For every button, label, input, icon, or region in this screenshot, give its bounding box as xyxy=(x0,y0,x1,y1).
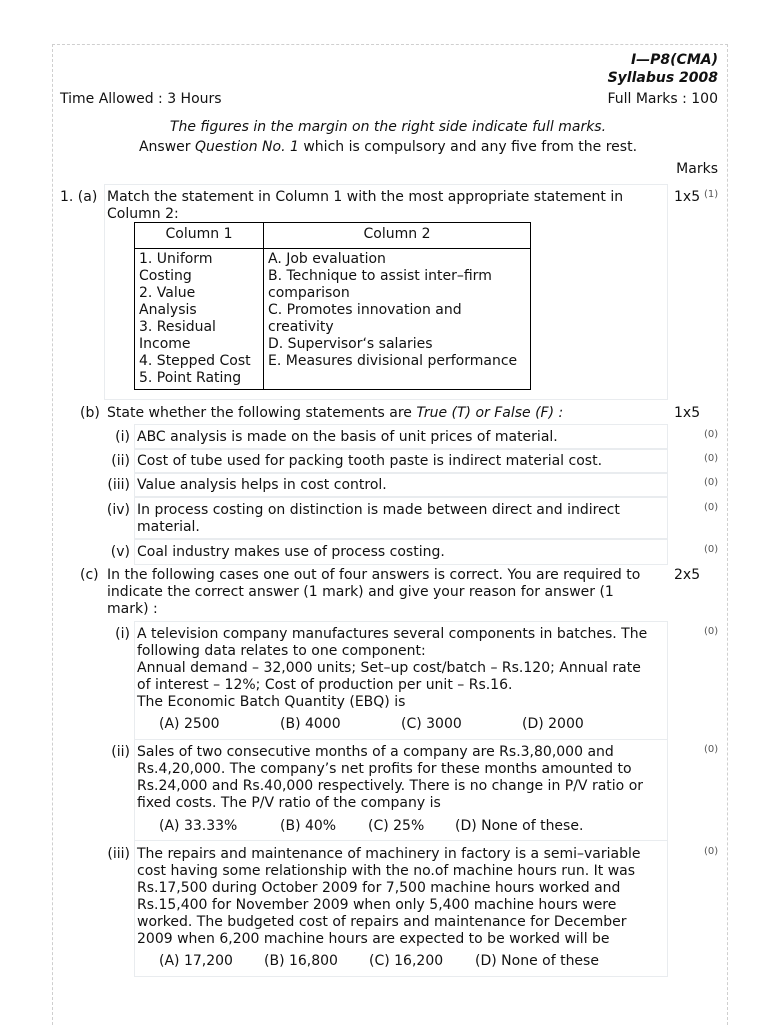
q1c-item-line: Rs.24,000 and Rs.40,000 respectively. There is no change in P/V ratio or xyxy=(137,778,644,794)
q1c-item-line: The repairs and maintenance of machinery in factory is a semi–variable xyxy=(137,846,641,862)
column1-line: Costing xyxy=(139,268,192,284)
q1c-item-tag: (0) xyxy=(704,846,719,857)
q1b-item-tag: (0) xyxy=(704,429,719,440)
column2-line: E. Measures divisional performance xyxy=(268,353,518,369)
column1-line: 1. Uniform xyxy=(139,251,213,267)
match-table-body-row xyxy=(135,249,531,390)
q1c-item-tag: (0) xyxy=(704,626,719,637)
q1c-item-line: A television company manufactures several components in batches. The xyxy=(137,626,648,642)
q1b-item-text: Coal industry makes use of process costing. xyxy=(137,544,445,560)
q1c-text-line: In the following cases one out of four answers is correct. You are required to xyxy=(107,567,641,583)
column2-line: A. Job evaluation xyxy=(268,251,386,267)
q1c-item-number: (i) xyxy=(115,626,130,642)
full-marks: Full Marks : 100 xyxy=(607,91,718,107)
column2-line: B. Technique to assist inter–firm xyxy=(268,268,492,284)
column1-line: 5. Point Rating xyxy=(139,370,242,386)
q1b-item-text: Cost of tube used for packing tooth paste is indirect material cost. xyxy=(137,453,603,469)
column1-line: 4. Stepped Cost xyxy=(139,353,251,369)
q1b-text-pre: State whether the following statements are xyxy=(107,405,417,421)
q1a-marks: 1x5 xyxy=(674,189,701,205)
q1b-item-text: ABC analysis is made on the basis of unit prices of material. xyxy=(137,429,558,445)
match-table-header-row xyxy=(135,223,531,249)
option-c: (C) 3000 xyxy=(401,716,462,732)
q1b-text xyxy=(107,405,563,422)
q1c-item-line: 2009 when 6,200 machine hours are expected to be worked will be xyxy=(137,931,610,947)
time-allowed: Time Allowed : 3 Hours xyxy=(60,91,222,107)
q1c-item-line: Annual demand – 32,000 units; Set–up cost/batch – Rs.120; Annual rate xyxy=(137,660,641,676)
q1b-item-text: Value analysis helps in cost control. xyxy=(137,477,387,493)
option-a: (A) 33.33% xyxy=(159,818,238,834)
option-c: (C) 25% xyxy=(368,818,425,834)
q1b-item-text-line2: material. xyxy=(137,519,200,535)
q1c-text-line: indicate the correct answer (1 mark) and give your reason for answer (1 xyxy=(107,584,614,600)
q1c-item-tag: (0) xyxy=(704,744,719,755)
q1c-item-number: (ii) xyxy=(111,744,130,760)
q1b-item-number: (i) xyxy=(115,429,130,445)
q1b-item-tag: (0) xyxy=(704,544,719,555)
q1c-item-line: cost having some relationship with the no.of machine hours run. It was xyxy=(137,863,636,879)
q1b-item-tag: (0) xyxy=(704,477,719,488)
q1b-marks: 1x5 xyxy=(674,405,701,421)
instruction-answer xyxy=(0,139,768,156)
column2-line: D. Supervisor‘s salaries xyxy=(268,336,433,352)
column1-header: Column 1 xyxy=(135,223,264,249)
marks-heading: Marks xyxy=(676,161,718,177)
q1b-item-number: (iv) xyxy=(106,502,130,518)
q1a-text-line2: Column 2: xyxy=(107,206,179,222)
q1c-item-line: worked. The budgeted cost of repairs and maintenance for December xyxy=(137,914,627,930)
option-d: (D) None of these xyxy=(475,953,599,969)
instruction-post: which is compulsory and any five from the rest. xyxy=(298,139,638,155)
instruction-pre: Answer xyxy=(138,139,195,155)
column1-cell xyxy=(135,249,264,390)
q1a-text-line1: Match the statement in Column 1 with the most appropriate statement in xyxy=(107,189,624,205)
q1c-item-line: The Economic Batch Quantity (EBQ) is xyxy=(137,694,406,710)
syllabus-label: Syllabus 2008 xyxy=(607,70,718,86)
column1-line: Analysis xyxy=(139,302,197,318)
column1-line: 3. Residual xyxy=(139,319,216,335)
column2-line: C. Promotes innovation and xyxy=(268,302,462,318)
q1b-number: (b) xyxy=(80,405,100,421)
q1c-item-line: Rs.15,400 for November 2009 when only 5,400 machine hours were xyxy=(137,897,617,913)
q1b-item-text-line1: In process costing on distinction is made between direct and indirect xyxy=(137,502,620,518)
option-c: (C) 16,200 xyxy=(369,953,444,969)
option-b: (B) 40% xyxy=(280,818,337,834)
option-b: (B) 16,800 xyxy=(264,953,338,969)
q1c-item-number: (iii) xyxy=(107,846,130,862)
q1c-number: (c) xyxy=(80,567,99,583)
paper-code: I—P8(CMA) xyxy=(630,52,718,68)
q1c-item-line: Rs.17,500 during October 2009 for 7,500 machine hours worked and xyxy=(137,880,621,896)
q1b-item-number: (v) xyxy=(110,544,130,560)
option-a: (A) 2500 xyxy=(159,716,220,732)
q1b-item-tag: (0) xyxy=(704,453,719,464)
column2-header: Column 2 xyxy=(264,223,531,249)
q1b-item-tag: (0) xyxy=(704,502,719,513)
option-d: (D) None of these. xyxy=(455,818,584,834)
option-d: (D) 2000 xyxy=(522,716,584,732)
q1a-mark-tag: (1) xyxy=(704,189,719,200)
q1c-item-line: of interest – 12%; Cost of production per unit – Rs.16. xyxy=(137,677,513,693)
column2-cell xyxy=(264,249,531,390)
q1b-item-number: (ii) xyxy=(111,453,130,469)
instruction-margin: The figures in the margin on the right side indicate full marks. xyxy=(169,119,607,135)
q1c-marks: 2x5 xyxy=(674,567,701,583)
q1b-text-italic: True (T) or False (F) : xyxy=(416,405,564,421)
column1-line: Income xyxy=(139,336,191,352)
q1a-number: 1. (a) xyxy=(60,189,98,205)
option-b: (B) 4000 xyxy=(280,716,341,732)
q1c-text-line: mark) : xyxy=(107,601,158,617)
q1c-item-line: fixed costs. The P/V ratio of the company is xyxy=(137,795,441,811)
q1c-item-line: Rs.4,20,000. The company’s net profits for these months amounted to xyxy=(137,761,632,777)
instruction-question: Question No. 1 xyxy=(194,139,299,155)
match-table xyxy=(134,222,531,390)
option-a: (A) 17,200 xyxy=(159,953,233,969)
column2-line: comparison xyxy=(268,285,350,301)
column2-line: creativity xyxy=(268,319,334,335)
column1-line: 2. Value xyxy=(139,285,196,301)
q1c-item-line: Sales of two consecutive months of a company are Rs.3,80,000 and xyxy=(137,744,614,760)
q1c-item-line: following data relates to one component: xyxy=(137,643,426,659)
q1b-item-number: (iii) xyxy=(107,477,130,493)
